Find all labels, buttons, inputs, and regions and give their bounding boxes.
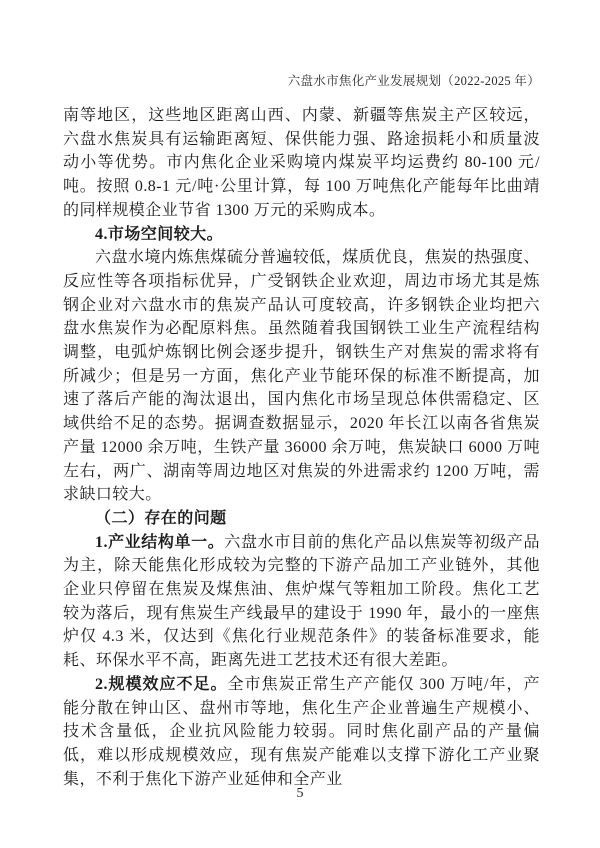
problem2-lead-label: 2.规模效应不足。 [95, 675, 228, 693]
paragraph-problem-scale [63, 673, 540, 792]
heading-existing-problems: （二）存在的问题 [95, 509, 227, 527]
problem1-lead-label: 1.产业结构单一。 [95, 533, 225, 551]
paragraph-transport-advantage: 南等地区，这些地区距离山西、内蒙、新疆等焦炭主产区较远，六盘水焦炭具有运输距离短、保供能力强、路途损耗小和质量波动小等优势。市内焦化企业采购境内煤炭平均运费约 80-100 元/吨。按照 0.8-1 元/吨·公里计算，每 100 万吨焦化产能每年比曲靖的同样规模企业节省 1300 万元的采购成本。 [63, 107, 540, 219]
problem1-body-text: 六盘水市目前的焦化产品以焦炭等初级产品为主，除天能焦化形成较为完整的下游产品加工产业链外，其他企业只停留在焦炭及煤焦油、焦炉煤气等粗加工阶段。焦化工艺较为落后，现有焦炭生产线最早的建设于 1990 年，最小的一座焦炉仅 4.3 米，仅达到《焦化行业规范条件》的装备标准要求，能耗、环保水平不高，距离先进工艺技术还有很大差距。 [63, 533, 540, 670]
paragraph-market-demand: 六盘水境内炼焦煤硫分普遍较低，煤质优良，焦炭的热强度、反应性等各项指标优异，广受钢铁企业欢迎，周边市场尤其是炼钢企业对六盘水市的焦炭产品认可度较高，许多钢铁企业均把六盘水焦炭作为必配原料焦。虽然随着我国钢铁工业生产流程结构调整，电弧炉炼钢比例会逐步提升，钢铁生产对焦炭的需求将有所减少；但是另一方面，焦化产业节能环保的标准不断提高，加速了落后产能的淘汰退出，国内焦化市场呈现总体供需稳定、区域供给不足的态势。据调查数据显示，2020 年长江以南各省焦炭产量 12000 余万吨，生铁产量 36000 余万吨，焦炭缺口 6000 万吨左右，两广、湖南等周边地区对焦炭的外进需求约 1200 万吨，需求缺口较大。 [63, 249, 540, 504]
page-number: 5 [296, 786, 304, 801]
heading-market-space: 4.市场空间较大。 [95, 225, 224, 243]
problem2-body-text: 全市焦炭正常生产产能仅 300 万吨/年，产能分散在钟山区、盘州市等地，焦化生产企业普遍生产规模小、技术含量低，企业抗风险能力较弱。同时焦化副产品的产量偏低，难以形成规模效应，现有焦炭产能难以支撑下游化工产业聚集，不利于焦化下游产业延伸和全产业 [63, 675, 540, 788]
document-body [63, 104, 540, 791]
paragraph-problem-structure [63, 531, 540, 673]
page-header-title: 六盘水市焦化产业发展规划（2022-2025 年） [287, 74, 540, 88]
